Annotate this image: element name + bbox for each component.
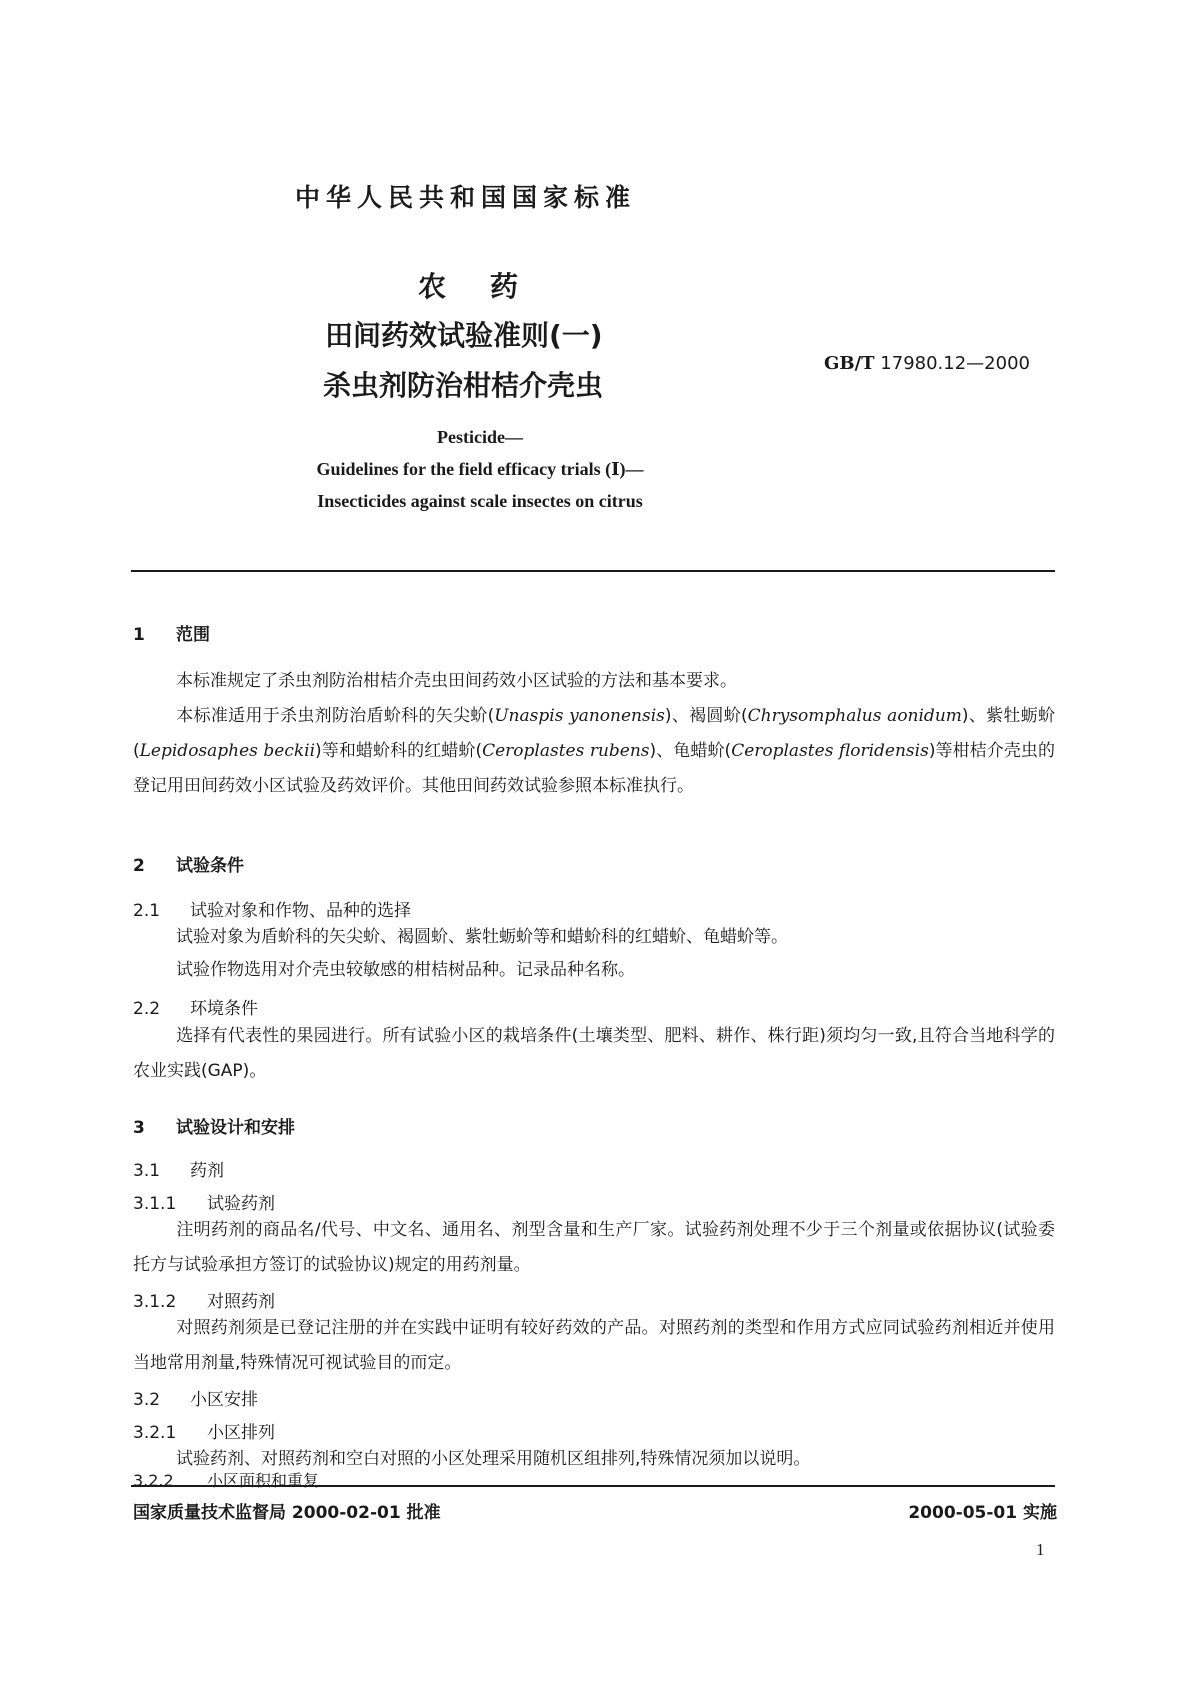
title-cn-line3: 杀虫剂防治柑桔介壳虫: [323, 369, 604, 402]
subsection-title: 小区安排: [190, 1390, 258, 1410]
standard-code-prefix: GB/T: [824, 353, 875, 374]
subsection-3-2-heading: [133, 1385, 258, 1410]
text-run: )等和蜡蚧科的红蜡蚧(: [315, 741, 483, 761]
title-cn-line1: 农药: [418, 270, 563, 303]
approval-note: 国家质量技术监督局 2000-02-01 批准: [133, 1503, 441, 1523]
standard-code-number: 17980.12—2000: [880, 353, 1030, 374]
title-en-line1: Pesticide—: [437, 427, 523, 447]
species-name: Lepidosaphes beckii: [139, 741, 316, 761]
paragraph-text: 注明药剂的商品名/代号、中文名、通用名、剂型含量和生产厂家。试验药剂处理不少于三个剂量或依据协议(试验委托方与试验承担方签订的试验协议)规定的用药剂量。: [133, 1220, 1055, 1275]
species-name: Ceroplastes floridensis: [731, 741, 929, 761]
subsection-title: 试验对象和作物、品种的选择: [190, 901, 411, 921]
section-number: 1: [133, 625, 145, 645]
subsection-number: 3.1.2: [133, 1292, 177, 1312]
subsection-title: 环境条件: [190, 999, 258, 1019]
paragraph-text: 选择有代表性的果园进行。所有试验小区的栽培条件(土壤类型、肥料、耕作、株行距)须均匀一致,且符合当地科学的农业实践(GAP)。: [133, 1026, 1055, 1081]
subsection-2-1-paragraph-2: [133, 953, 1055, 988]
paragraph-text: 本标准规定了杀虫剂防治柑桔介壳虫田间药效小区试验的方法和基本要求。: [176, 671, 737, 691]
section-title: 范围: [176, 625, 210, 645]
subsection-number: 3.1: [133, 1161, 161, 1181]
subsection-number: 2.2: [133, 999, 161, 1019]
paragraph-text: 试验对象为盾蚧科的矢尖蚧、褐圆蚧、紫牡蛎蚧等和蜡蚧科的红蜡蚧、龟蜡蚧等。: [176, 927, 788, 947]
implementation-note: 2000-05-01 实施: [908, 1503, 1057, 1523]
page-number: 1: [1036, 1540, 1045, 1559]
subsection-title: 小区排列: [207, 1423, 275, 1443]
title-en-line3: Insecticides against scale insectes on citrus: [317, 491, 643, 511]
standard-type-heading: 中华人民共和国国家标准: [295, 183, 637, 212]
subsection-3-1-1-paragraph: [133, 1213, 1055, 1283]
subsection-3-1-heading: [133, 1156, 224, 1181]
subsection-number: 3.2.2: [133, 1471, 174, 1490]
subsection-3-1-1-heading: [133, 1189, 275, 1214]
section-1-paragraph-1: [133, 664, 1055, 699]
standard-code: [824, 353, 1030, 374]
subsection-2-1-paragraph-1: [133, 920, 1055, 955]
text-run: )、紫牡蛎蚧(: [133, 706, 1055, 761]
subsection-2-2-paragraph: [133, 1019, 1055, 1089]
species-name: Unaspis yanonensis: [494, 706, 665, 726]
section-title: 试验设计和安排: [176, 1118, 295, 1138]
subsection-number: 3.2: [133, 1390, 161, 1410]
subsection-2-1-heading: [133, 896, 411, 921]
subsection-3-1-2-paragraph: [133, 1311, 1055, 1381]
section-number: 3: [133, 1118, 145, 1138]
subsection-2-2-heading: [133, 994, 258, 1019]
section-title: 试验条件: [176, 856, 244, 876]
subsection-number: 3.2.1: [133, 1423, 177, 1443]
subsection-title: 对照药剂: [207, 1292, 275, 1312]
text-run: )等柑桔介壳虫的登记用田间药效小区试验及药效评价。其他田间药效试验参照本标准执行。: [133, 741, 1056, 796]
subsection-3-1-2-heading: [133, 1287, 275, 1312]
species-name: Chrysomphalus aonidum: [747, 706, 962, 726]
section-3-heading: [133, 1113, 295, 1138]
text-run: )、龟蜡蚧(: [649, 741, 732, 761]
section-1-heading: [133, 620, 210, 645]
paragraph-text: 试验作物选用对介壳虫较敏感的柑桔树品种。记录品种名称。: [176, 960, 635, 980]
paragraph-text: 试验药剂、对照药剂和空白对照的小区处理采用随机区组排列,特殊情况须加以说明。: [176, 1449, 811, 1469]
subsection-title: 试验药剂: [207, 1194, 275, 1214]
text-run: )、褐圆蚧(: [664, 706, 748, 726]
paragraph-text: 对照药剂须是已登记注册的并在实践中证明有较好药效的产品。对照药剂的类型和作用方式应同试验药剂相近并使用当地常用剂量,特殊情况可视试验目的而定。: [133, 1318, 1055, 1373]
subsection-number: 2.1: [133, 901, 161, 921]
header-divider: [131, 570, 1055, 572]
subsection-title: 小区面积和重复: [207, 1471, 320, 1490]
species-name: Ceroplastes rubens: [482, 741, 650, 761]
text-run: 本标准适用于杀虫剂防治盾蚧科的矢尖蚧(: [176, 706, 495, 726]
footer-divider: [131, 1485, 1055, 1487]
section-2-heading: [133, 851, 244, 876]
section-1-paragraph-2: [133, 699, 1055, 804]
subsection-3-2-2-heading: [133, 1468, 319, 1491]
title-cn-line2: 田间药效试验准则(一): [325, 319, 603, 352]
title-en-line2: Guidelines for the field efficacy trials (Ⅰ)—: [316, 459, 644, 479]
section-number: 2: [133, 856, 145, 876]
subsection-number: 3.1.1: [133, 1194, 177, 1214]
subsection-title: 药剂: [190, 1161, 224, 1181]
subsection-3-2-1-heading: [133, 1418, 275, 1443]
